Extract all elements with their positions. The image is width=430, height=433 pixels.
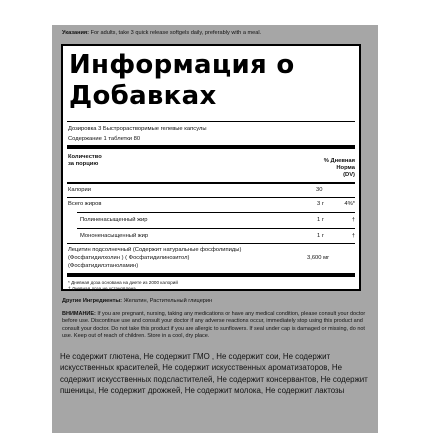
other-ingredients-text: Желатин, Растительный глицерин xyxy=(123,298,213,304)
header-dv-line1: % Дневная xyxy=(323,158,355,164)
facts-title-line1: Информация о xyxy=(69,50,295,80)
facts-title-line2: Добавках xyxy=(69,81,217,111)
lecithin-line2: (Фосфатидилхолин ) ( Фосфатидилинозитол) xyxy=(68,255,190,261)
free-from-statement: Не содержит глютена, Не содержит ГМО , Не содержит сои, Не содержит искусственных красителей, Не содержит искусственных ароматизаторов, Не содержит искусственных подсластителей, Не содержит консервантов, Не содержит пшеницы, Не содержит дрожжей, Не содержит молока, Не содержит лактозы xyxy=(60,352,368,395)
row-poly-fat-name: Полиненасыщенный жир xyxy=(80,217,148,223)
row-calories-amount: 30 xyxy=(316,187,323,193)
servings-per-container: Содержание 1 таблетки 80 xyxy=(68,136,141,142)
lecithin-amount: 3,600 мг xyxy=(307,255,330,261)
row-total-fat-amount: 3 г xyxy=(317,201,324,207)
footnote-daily-value: * Дневная доза основана на диете из 2000 калорий xyxy=(68,280,178,285)
divider xyxy=(77,228,355,229)
supplement-facts-box xyxy=(61,44,361,291)
row-poly-fat-amount: 1 г xyxy=(317,217,324,223)
header-dv-line3: (DV) xyxy=(343,172,355,178)
other-ingredients-label: Другие Ингредиенты: xyxy=(62,298,122,304)
row-poly-fat-dv: † xyxy=(351,217,355,223)
warning xyxy=(62,311,368,341)
divider-thick xyxy=(67,145,355,149)
directions-body: For adults, take 3 quick release softgels daily, preferably with a meal. xyxy=(90,30,262,36)
row-total-fat-name: Всего жиров xyxy=(68,201,102,207)
footnote-not-established: † Дневная доза не установлена xyxy=(68,286,136,291)
header-amount-line1: Количество xyxy=(68,154,102,160)
divider xyxy=(67,121,355,122)
row-calories-name: Калории xyxy=(68,187,91,193)
row-mono-fat-amount: 1 г xyxy=(317,233,324,239)
directions-text xyxy=(62,30,368,37)
row-mono-fat-name: Мононенасыщенный жир xyxy=(80,233,149,239)
divider xyxy=(67,243,355,244)
header-dv-line2: Норма xyxy=(336,165,355,171)
serving-size: Дозировка 3 Быстрорастворимые гелевые капсулы xyxy=(68,126,207,132)
divider xyxy=(77,212,355,213)
row-mono-fat-dv: † xyxy=(351,233,355,239)
directions-label: Указания: xyxy=(62,30,90,36)
header-amount-line2: за порцию xyxy=(68,161,99,167)
lecithin-line1: Лецитин подсолнечный (Содержит натуральные фосфолипиды) xyxy=(68,247,242,253)
lecithin-line3: (Фосфатидилэтаноламин) xyxy=(68,263,139,269)
divider-thick xyxy=(67,273,355,277)
other-ingredients xyxy=(62,298,368,305)
facts-title xyxy=(69,50,355,112)
warning-label: ВНИМАНИЕ: xyxy=(62,311,96,317)
divider xyxy=(67,197,355,198)
divider-header xyxy=(67,182,355,184)
warning-text: If you are pregnant, nursing, taking any medications or have any medical condition, please consult your doctor before use. Discontinue use and consult your doctor if any adverse reactions occur, immediately stop using this product and consult your doctor. Do not take this product if you are allergic to sunflowers. If seal under cap is damaged or missing, do not use. Keep out of reach of children. Store in a cool, dry place. xyxy=(62,311,366,340)
row-total-fat-dv: 4%* xyxy=(344,201,355,207)
